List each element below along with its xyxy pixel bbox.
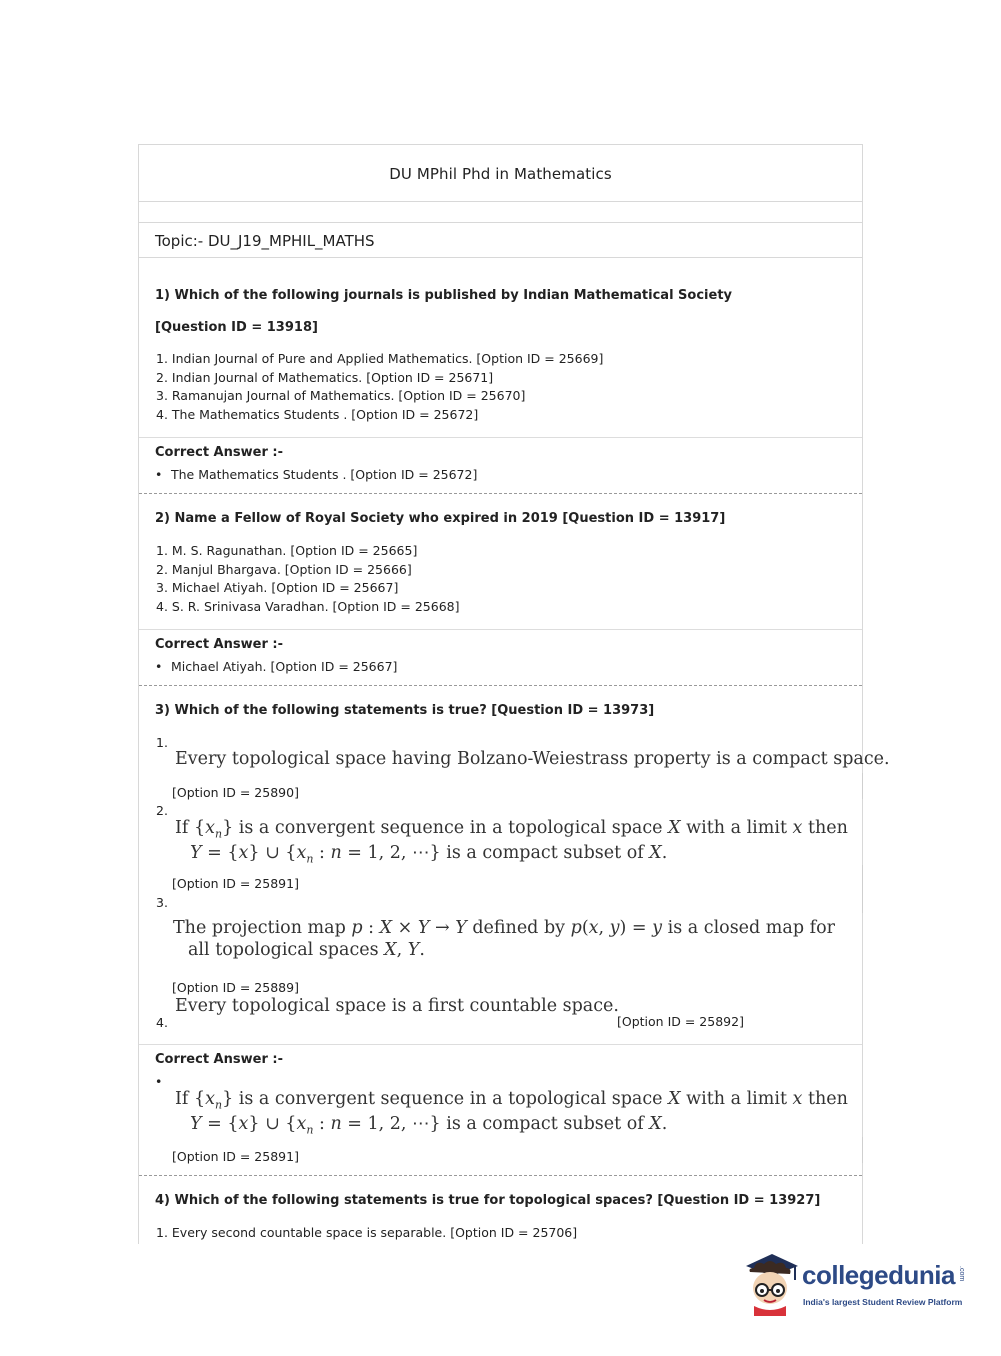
divider: [862, 773, 863, 799]
q1-correct-answer-label: Correct Answer :-: [155, 445, 283, 460]
q2-correct-answer: • Michael Atiyah. [Option ID = 25667]: [155, 659, 398, 674]
list-item: 3. Ramanujan Journal of Mathematics. [Option ID = 25670]: [156, 388, 526, 404]
q3-text: 3) Which of the following statements is true? [Question ID = 13973]: [155, 703, 655, 718]
q3-option-1-id: [Option ID = 25890]: [172, 785, 299, 800]
logo-wordmark: collegedunia: [802, 1260, 955, 1290]
q1-correct-answer: • The Mathematics Students . [Option ID = 25672]: [155, 467, 478, 482]
collegedunia-logo: [742, 1250, 972, 1320]
divider: [862, 865, 863, 913]
q3-option-4-formula: Every topological space is a first countable space.: [175, 996, 619, 1016]
q3-option-2-id: [Option ID = 25891]: [172, 876, 299, 891]
list-item: 1. M. S. Ragunathan. [Option ID = 25665]: [156, 543, 418, 558]
divider: [139, 629, 862, 630]
q3-option-4-number: 4.: [156, 1015, 168, 1030]
dashed-divider: [139, 1175, 862, 1176]
list-item: 2. Manjul Bhargava. [Option ID = 25666]: [156, 561, 412, 577]
q1-text: 1) Which of the following journals is published by Indian Mathematical Society: [155, 288, 733, 303]
q2-correct-answer-label: Correct Answer :-: [155, 637, 283, 652]
q3-option-3-formula: The projection map p : X × Y → Y defined by p(x, y) = y is a closed map for all topological spaces X, Y.: [173, 918, 835, 960]
list-item: 3. Michael Atiyah. [Option ID = 25667]: [156, 580, 399, 596]
divider: [139, 437, 862, 438]
list-item: 1. Indian Journal of Pure and Applied Mathematics. [Option ID = 25669]: [156, 351, 604, 366]
q3-option-3-number: 3.: [156, 895, 168, 910]
q2-options: [156, 542, 459, 616]
mascot-icon: [742, 1250, 802, 1316]
topic-label: Topic:- DU_J19_MPHIL_MATHS: [155, 232, 375, 250]
q3-correct-answer-formula: If $\{x_n\}$ is a convergent sequence in a topological space X with a limit x then Y = {x} ∪ {$x_n$ : n = 1, 2, ⋯} is a compact subset of X.: [175, 1089, 848, 1136]
topic-row: [139, 223, 862, 258]
divider: [139, 1044, 862, 1045]
logo-tagline: India's largest Student Review Platform: [803, 1297, 963, 1307]
bullet: •: [155, 1074, 163, 1089]
q3-correct-answer-id: [Option ID = 25891]: [172, 1149, 299, 1164]
q1-options: [156, 350, 603, 424]
answer-text: Michael Atiyah. [Option ID = 25667]: [171, 659, 398, 674]
q3-option-1-number: 1.: [156, 735, 168, 750]
answer-text: The Mathematics Students . [Option ID = 25672]: [171, 467, 478, 482]
q3-option-2-number: 2.: [156, 803, 168, 818]
q3-option-2-formula: If $\{x_n\}$ is a convergent sequence in a topological space X with a limit x then Y = {x} ∪ {$x_n$ : n = 1, 2, ⋯} is a compact subset of X.: [175, 818, 848, 865]
q3-option-4-id: [Option ID = 25892]: [617, 1014, 744, 1029]
q1-id: [Question ID = 13918]: [155, 320, 318, 335]
q3-correct-answer-label: Correct Answer :-: [155, 1052, 283, 1067]
exam-sheet: [138, 144, 890, 1244]
dashed-divider: [139, 685, 862, 686]
list-item: 4. S. R. Srinivasa Varadhan. [Option ID = 25668]: [156, 598, 460, 614]
title-row: [139, 145, 862, 202]
q4-option-1: 1. Every second countable space is separable. [Option ID = 25706]: [156, 1225, 578, 1240]
page-title: DU MPhil Phd in Mathematics: [389, 165, 612, 183]
q2-text: 2) Name a Fellow of Royal Society who expired in 2019 [Question ID = 13917]: [155, 511, 726, 526]
q3-option-1-formula: Every topological space having Bolzano-Weiestrass property is a compact space.: [175, 749, 890, 769]
spacer-row: [139, 202, 862, 223]
divider: [862, 1137, 863, 1163]
list-item: 2. Indian Journal of Mathematics. [Option ID = 25671]: [156, 369, 494, 385]
logo-suffix: .com: [958, 1266, 965, 1282]
q4-text: 4) Which of the following statements is true for topological spaces? [Question ID = 13927]: [155, 1193, 821, 1208]
q3-option-3-id: [Option ID = 25889]: [172, 980, 299, 995]
dashed-divider: [139, 493, 862, 494]
list-item: 4. The Mathematics Students . [Option ID = 25672]: [156, 406, 479, 422]
